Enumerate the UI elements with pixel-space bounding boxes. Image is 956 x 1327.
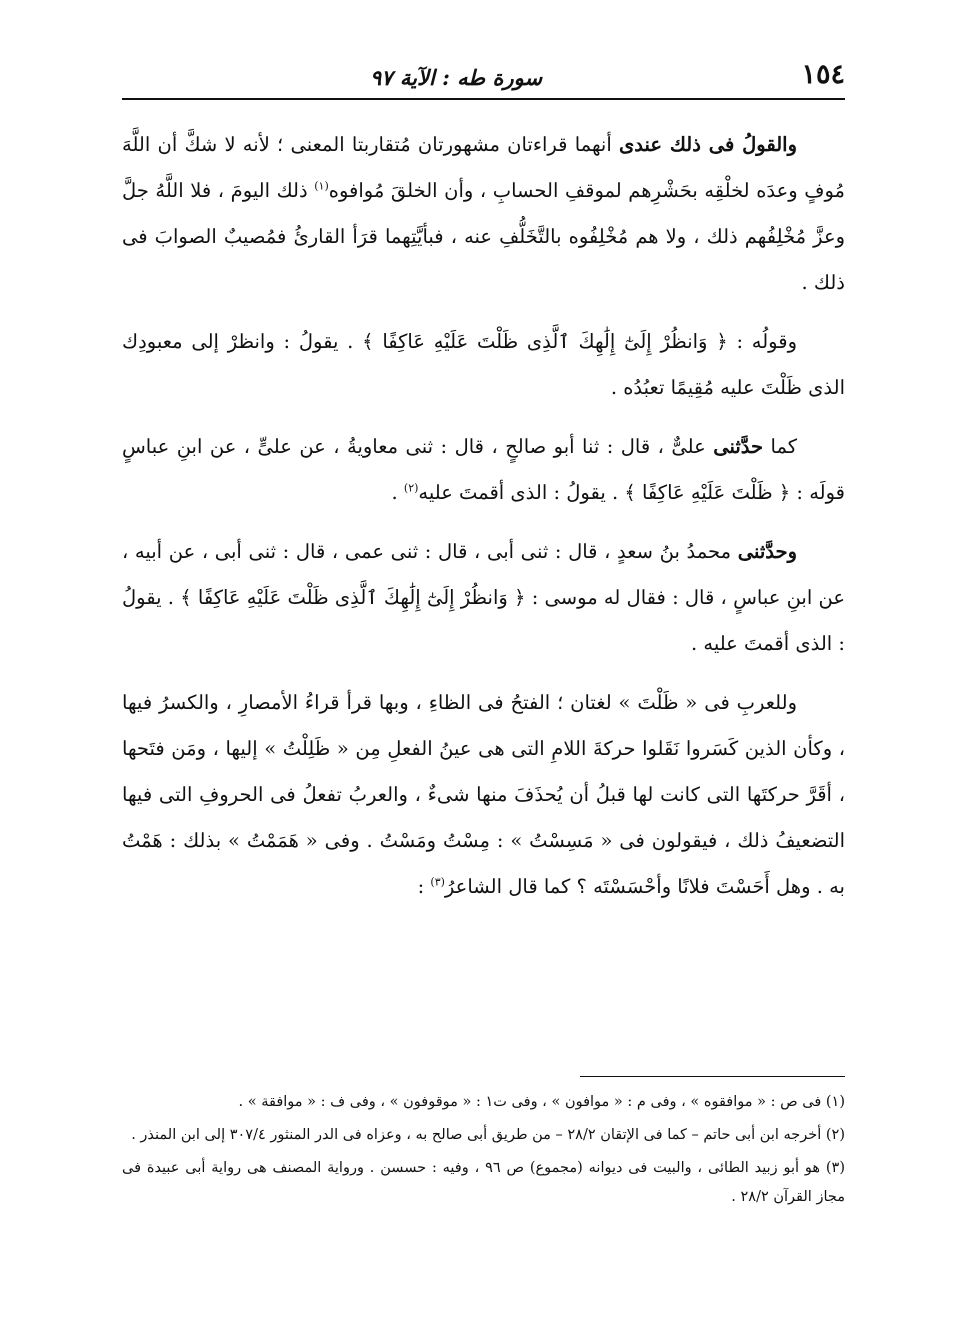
paragraph-2 (122, 319, 845, 411)
paragraph-5-text-a: وللعربِ فى « ظَلْتَ » لغتان ؛ الفتحُ فى الظاءِ ، وبها قرأ قراءُ الأمصارِ ، والكسرُ فيها ، وكأن الذين كَسَروا نَقَلوا حركةَ اللامِ التى هى عينُ الفعلِ مِن « ظَلِلْتُ » إليها ، ومَن فتَحها ، أقَرَّ حركتَها التى كانت لها قبلُ أن يُحذَفَ منها شىءٌ ، والعربُ تفعلُ فى الحروفِ التى فيها التضعيفُ ذلك ، فيقولون فى « مَسِسْتُ » : مِسْتُ ومَسْتُ . وفى « هَمَمْتُ » بذلك : هَمْتُ به . وهل أَحَسْتَ فلانًا وأحْسَسْتَه ؟ كما قال الشاعرُ (122, 691, 845, 898)
footnotes (122, 1088, 845, 1216)
quran-verse-1: ﴿ وَانظُرْ إِلَىٰٓ إِلَٰهِكَ ٱلَّذِى ظَلْتَ عَلَيْهِ عَاكِفًا ﴾ (362, 330, 728, 353)
paragraph-4 (122, 529, 845, 667)
main-text (122, 122, 845, 923)
paragraph-4-text-a: محمدُ بنُ سعدٍ ، قال : ثنى أبى ، قال : ثنى عمى ، قال : ثنى أبى ، عن أبيه ، عن ابنِ عباسٍ ، قال : فقال له موسى : (122, 540, 845, 609)
paragraph-1-keyword: والقولُ فى ذلك عندى (619, 133, 798, 156)
footnote-3: (٣) هو أبو زبيد الطائى ، والبيت فى ديوانه (مجموع) ص ٩٦ ، وفيه : حسسن . ورواية المصنف هى رواية أبى عبيدة فى مجاز القرآن ٢٨/٢ . (122, 1160, 845, 1205)
paragraph-3-keyword: حدَّثنى (713, 435, 764, 458)
paragraph-4-keyword: وحدَّثنى (737, 540, 797, 563)
paragraph-3-text-d: . (391, 481, 404, 504)
page-header (110, 40, 845, 90)
quran-verse-2: ﴿ ظَلْتَ عَلَيْهِ عَاكِفًا ﴾ (624, 481, 791, 504)
running-title: سورة طه : الآية ٩٧ (370, 65, 543, 90)
paragraph-1-text-b: ذلك اليومَ ، فلا اللَّهُ جلَّ وعزَّ مُخْلِفُهم ذلك ، ولا هم مُخْلِفُوه بالتَّخَلُّفِ عنه ، فبأيَّتِهما قرَأ القارئُ فمُصيبٌ الصوابَ فى ذلك . (122, 179, 845, 294)
book-page (110, 40, 845, 1300)
footnote-1: (١) فى ص : « موافقوه » ، وفى م : « موافون » ، وفى ت١ : « موقوفون » ، وفى ف : « موافقة » . (238, 1094, 845, 1110)
paragraph-3-text-b: علىٌّ ، قال : ثنا أبو صالحٍ ، قال : ثنى معاويةُ ، عن علىٍّ ، عن ابنِ عباسٍ قولَه : (122, 435, 845, 504)
header-rule (122, 98, 845, 100)
paragraph-1 (122, 122, 845, 306)
paragraph-3 (122, 424, 845, 516)
paragraph-4-text-b: . يقولُ : الذى أقمتَ عليه . (122, 586, 845, 655)
paragraph-2-text-a: وقولُه : (727, 330, 797, 353)
paragraph-5 (122, 680, 845, 910)
paragraph-5-text-b: : (417, 875, 431, 898)
paragraph-3-text-a: كما (763, 435, 797, 458)
footnote-ref-3: (٣) (430, 875, 445, 889)
page-number: ١٥٤ (801, 59, 845, 90)
quran-verse-3: ﴿ وَانظُرْ إِلَىٰٓ إِلَٰهِكَ ٱلَّذِى ظَلْتَ عَلَيْهِ عَاكِفًا ﴾ (180, 586, 526, 609)
footnote-2: (٢) أخرجه ابن أبى حاتم – كما فى الإتقان ٢٨/٢ – من طريق أبى صالح به ، وعزاه فى الدر المنثور ٣٠٧/٤ إلى ابن المنذر . (131, 1127, 845, 1143)
footnote-ref-2: (٢) (403, 481, 419, 495)
paragraph-2-text-b: . يقولُ : وانظرْ إلى معبودِك الذى ظَلْتَ عليه مُقِيمًا تعبُدُه . (122, 330, 845, 399)
paragraph-3-text-c: . يقولُ : الذى أقمتَ عليه (418, 481, 625, 504)
footnote-ref-1: (١) (314, 179, 329, 193)
paragraph-1-text-a: أنهما قراءتان مشهورتان مُتقاربتا المعنى ؛ لأنه لا شكَّ أن اللَّهَ مُوفٍ وعدَه لخلْقِه بحَشْرِهم لموقفِ الحسابِ ، وأن الخلقَ مُوافوه (122, 133, 846, 202)
footnote-separator (580, 1076, 845, 1077)
